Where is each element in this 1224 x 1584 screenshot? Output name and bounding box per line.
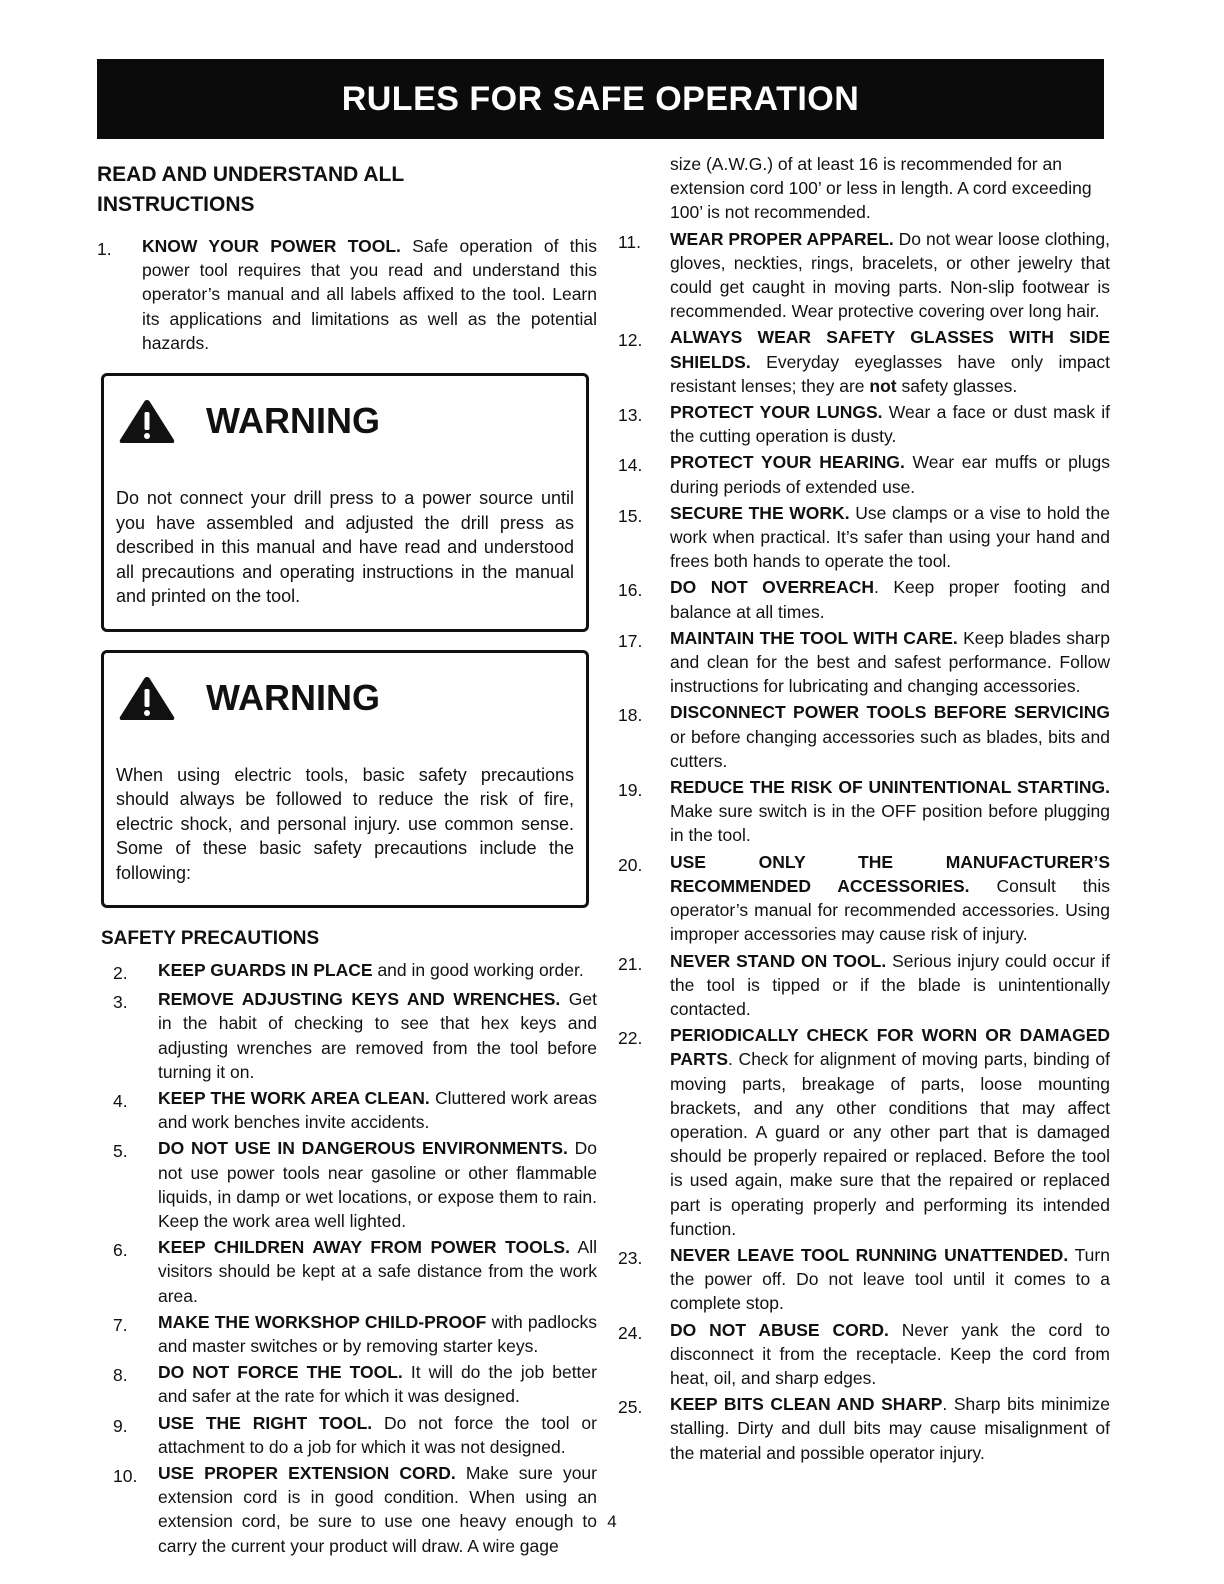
rule-item-20 bbox=[618, 850, 1110, 947]
rule-text bbox=[670, 1318, 1110, 1391]
rule-body: All visitors should be kept at a safe distance from the work area. bbox=[158, 1237, 597, 1306]
rule-number: 12. bbox=[618, 330, 643, 351]
rule-text bbox=[670, 1243, 1110, 1316]
rule-number: 16. bbox=[618, 580, 643, 601]
header-title: RULES FOR SAFE OPERATION bbox=[341, 79, 860, 118]
rule-number: 14. bbox=[618, 455, 643, 476]
rule-item-9 bbox=[97, 1411, 597, 1459]
rule-item-5 bbox=[97, 1136, 597, 1233]
rule-item-21 bbox=[618, 949, 1110, 1022]
rule-body: Cluttered work areas and work benches invite accidents. bbox=[158, 1088, 597, 1133]
rule-item-19 bbox=[618, 775, 1110, 848]
rule-item-24 bbox=[618, 1318, 1110, 1391]
rule-body: . Check for alignment of moving parts, binding of moving parts, breakage of parts, loose mounting brackets, and any other conditions that may affect operation. A guard or any other part that is damaged should be properly repaired or replaced. Before the tool is used again, make sure that the repaired or replaced part is operating properly and performing its intended function. bbox=[670, 1049, 1110, 1239]
rule-body: Turn the power off. Do not leave tool until it comes to a complete stop. bbox=[670, 1244, 1110, 1314]
rule-10-continuation: size (A.W.G.) of at least 16 is recommended for an extension cord 100’ or less in length. A cord exceeding 100’ is not recommended. bbox=[670, 154, 1092, 223]
rule-lead: DO NOT OVERREACH bbox=[670, 577, 874, 598]
rule-number: 11. bbox=[618, 231, 642, 252]
rule-item-23 bbox=[618, 1243, 1110, 1316]
rule-lead: KEEP THE WORK AREA CLEAN. bbox=[158, 1088, 430, 1109]
rule-number: 6. bbox=[113, 1240, 128, 1261]
rule-body: . Sharp bits minimize stalling. Dirty and dull bits may cause misalignment of the material and possible operator injury. bbox=[670, 1394, 1111, 1463]
warning-header bbox=[116, 669, 574, 727]
rule-lead: MAINTAIN THE TOOL WITH CARE. bbox=[670, 627, 958, 648]
warning-triangle-icon bbox=[118, 398, 176, 444]
section-title bbox=[97, 160, 597, 220]
rule-lead: WEAR PROPER APPAREL. bbox=[670, 228, 894, 249]
rule-lead: KEEP GUARDS IN PLACE bbox=[158, 960, 373, 981]
rule-number: 8. bbox=[113, 1365, 128, 1386]
rule-body: Never yank the cord to disconnect it from the receptacle. Keep the cord from heat, oil, and sharp edges. bbox=[670, 1319, 1110, 1388]
rule-number: 22. bbox=[618, 1028, 643, 1049]
rule-text bbox=[158, 1411, 597, 1459]
rule-text bbox=[670, 700, 1110, 773]
rule-text bbox=[158, 1461, 597, 1558]
rule-number: 4. bbox=[113, 1091, 128, 1112]
rule-text bbox=[670, 325, 1110, 398]
rule-number: 21. bbox=[618, 953, 643, 974]
rule-item-6 bbox=[97, 1235, 597, 1308]
rule-lead: ALWAYS WEAR SAFETY GLASSES WITH SIDE SHIELDS. bbox=[670, 327, 1110, 372]
rule-text bbox=[158, 1136, 597, 1233]
rule-body: Keep blades sharp and clean for the best and safest performance. Follow instructions for lubricating and changing accessories. bbox=[670, 627, 1110, 697]
rule-body: Do not force the tool or attachment to do a job for which it was not designed. bbox=[158, 1412, 597, 1457]
warning-box-1 bbox=[101, 373, 589, 632]
rule-text bbox=[158, 1235, 597, 1308]
page-header bbox=[97, 59, 1104, 139]
warning-title: WARNING bbox=[206, 676, 380, 718]
right-column bbox=[618, 152, 1110, 1467]
warning-text: Do not connect your drill press to a power source until you have assembled and adjusted the drill press as described in this manual and have read and understood all precautions and operating instructions in the manual and printed on the tool. bbox=[116, 488, 574, 607]
rule-text bbox=[158, 987, 597, 1084]
rule-item-25 bbox=[618, 1392, 1110, 1465]
rule-lead: NEVER LEAVE TOOL RUNNING UNATTENDED. bbox=[670, 1244, 1069, 1265]
warning-box-2 bbox=[101, 650, 589, 909]
rule-text bbox=[670, 400, 1110, 448]
rule-item-16 bbox=[618, 575, 1110, 623]
rule-text bbox=[158, 1310, 597, 1358]
rule-lead: REMOVE ADJUSTING KEYS AND WRENCHES. bbox=[158, 989, 561, 1010]
rule-number: 9. bbox=[113, 1415, 128, 1436]
rule-text bbox=[670, 227, 1110, 324]
warning-header bbox=[116, 392, 574, 450]
warning-text: When using electric tools, basic safety precautions should always be followed to reduce the risk of fire, electric shock, and personal injury. use common sense. Some of these basic safety precautions include the following: bbox=[116, 764, 574, 883]
rule-body: Make sure your extension cord is in good condition. When using an extension cord, be sure to use one heavy enough to carry the current your product will draw. A wire gage bbox=[158, 1463, 597, 1556]
rule-text bbox=[670, 775, 1110, 848]
page-number: 4 bbox=[607, 1512, 617, 1531]
rule-body: Safe operation of this power tool requires that you read and understand this operator’s manual and all labels affixed to the tool. Learn its applications and limitations as well as the potential hazards. bbox=[142, 236, 597, 353]
rule-body: Use clamps or a vise to hold the work when practical. It’s safer than using your hand and frees both hands to operate the tool. bbox=[670, 502, 1110, 572]
rule-number: 25. bbox=[618, 1397, 643, 1418]
rule-body: Everyday eyeglasses have only impact resistant lenses; they are bbox=[670, 351, 1110, 396]
rule-lead: PROTECT YOUR HEARING. bbox=[670, 452, 905, 473]
rule-text bbox=[158, 958, 597, 985]
rule-number: 1. bbox=[97, 239, 112, 259]
rule-lead: DO NOT FORCE THE TOOL. bbox=[158, 1362, 403, 1383]
rule-emphasis: not bbox=[869, 375, 897, 396]
rule-text bbox=[158, 1360, 597, 1408]
rule-lead: SECURE THE WORK. bbox=[670, 502, 850, 523]
rule-lead: PERIODICALLY CHECK FOR WORN OR DAMAGED PARTS bbox=[670, 1025, 1110, 1070]
rule-lead: REDUCE THE RISK OF UNINTENTIONAL STARTING. bbox=[670, 777, 1110, 798]
rule-body: Serious injury could occur if the tool is tipped or if the blade is unintentionally contacted. bbox=[670, 950, 1110, 1019]
rule-item-15 bbox=[618, 501, 1110, 574]
rule-body: and in good working order. bbox=[372, 960, 584, 981]
rule-text bbox=[670, 1023, 1110, 1241]
rule-body: with padlocks and master switches or by removing starter keys. bbox=[158, 1311, 597, 1357]
warning-title: WARNING bbox=[206, 400, 380, 442]
rule-item-22 bbox=[618, 1023, 1110, 1241]
rule-body: Consult this operator’s manual for recommended accessories. Using improper accessories may cause risk of injury. bbox=[670, 875, 1111, 945]
rule-body: Make sure switch is in the OFF position before plugging in the tool. bbox=[670, 801, 1110, 846]
rule-item-12 bbox=[618, 325, 1110, 398]
rule-item-11 bbox=[618, 227, 1110, 324]
rule-text bbox=[670, 850, 1110, 947]
rule-lead: USE THE RIGHT TOOL. bbox=[158, 1412, 373, 1433]
rule-item-7 bbox=[97, 1310, 597, 1358]
rule-item-8 bbox=[97, 1360, 597, 1408]
safety-list bbox=[97, 958, 597, 1558]
rule-item-18 bbox=[618, 700, 1110, 773]
rule-lead: DO NOT ABUSE CORD. bbox=[670, 1319, 889, 1340]
rule-lead: USE ONLY THE MANUFACTURER’S RECOMMENDED ACCESSORIES. bbox=[670, 851, 1110, 896]
rule-lead: KEEP CHILDREN AWAY FROM POWER TOOLS. bbox=[158, 1237, 570, 1258]
rule-number: 5. bbox=[113, 1141, 128, 1162]
warning-triangle-icon bbox=[118, 675, 176, 721]
rule-number: 3. bbox=[113, 992, 128, 1013]
rule-text bbox=[670, 501, 1110, 574]
rule-item-1 bbox=[97, 234, 597, 355]
rule-text bbox=[142, 234, 597, 355]
rule-body: Wear a face or dust mask if the cutting operation is dusty. bbox=[670, 402, 1110, 447]
rule-number: 23. bbox=[618, 1247, 643, 1268]
rule-item-4 bbox=[97, 1086, 597, 1134]
section-title-line2: INSTRUCTIONS bbox=[97, 193, 255, 216]
rule-lead: KEEP BITS CLEAN AND SHARP bbox=[670, 1394, 943, 1415]
rule-body: Get in the habit of checking to see that hex keys and adjusting wrenches are removed from the tool before turning it on. bbox=[158, 989, 597, 1082]
rule-item-3 bbox=[97, 987, 597, 1084]
rule-number: 17. bbox=[618, 630, 643, 651]
rule-item-14 bbox=[618, 450, 1110, 498]
rule-text bbox=[158, 1086, 597, 1134]
rule-lead: DISCONNECT POWER TOOLS BEFORE SERVICING bbox=[670, 702, 1110, 723]
rule-body: Do not wear loose clothing, gloves, neckties, rings, bracelets, or other jewelry that could get caught in moving parts. Non-slip footwear is recommended. Wear protective covering over long hair. bbox=[670, 228, 1110, 322]
rule-number: 10. bbox=[113, 1466, 138, 1487]
rule-text bbox=[670, 450, 1110, 498]
rule-text bbox=[670, 575, 1110, 623]
rule-lead: USE PROPER EXTENSION CORD. bbox=[158, 1463, 456, 1484]
rule-tail: safety glasses. bbox=[896, 375, 1018, 396]
rule-body: Do not use power tools near gasoline or other flammable liquids, in damp or wet locations, or expose them to rain. Keep the work area well lighted. bbox=[158, 1138, 598, 1232]
rule-text bbox=[670, 626, 1110, 699]
rule-number: 20. bbox=[618, 854, 643, 875]
rule-text bbox=[670, 949, 1110, 1022]
left-column bbox=[97, 160, 597, 1560]
rule-number: 18. bbox=[618, 705, 643, 726]
rule-number: 13. bbox=[618, 405, 643, 426]
rule-lead: PROTECT YOUR LUNGS. bbox=[670, 402, 883, 423]
rule-body: . Keep proper footing and balance at all times. bbox=[670, 577, 1110, 622]
rule-text bbox=[670, 1392, 1110, 1465]
rule-lead: DO NOT USE IN DANGEROUS ENVIRONMENTS. bbox=[158, 1138, 568, 1159]
safety-precautions-title: SAFETY PRECAUTIONS bbox=[101, 928, 320, 950]
rule-item-2 bbox=[97, 958, 597, 985]
rule-lead: KNOW YOUR POWER TOOL. bbox=[142, 236, 401, 256]
rule-lead: NEVER STAND ON TOOL. bbox=[670, 950, 887, 971]
rule-body: Wear ear muffs or plugs during periods of extended use. bbox=[670, 452, 1110, 497]
rule-body: or before changing accessories such as blades, bits and cutters. bbox=[670, 726, 1110, 771]
section-title-line1: READ AND UNDERSTAND ALL bbox=[97, 163, 405, 186]
rule-number: 19. bbox=[618, 780, 643, 801]
rule-item-17 bbox=[618, 626, 1110, 699]
rule-number: 7. bbox=[113, 1314, 128, 1335]
rule-number: 15. bbox=[618, 505, 643, 526]
rule-number: 2. bbox=[113, 963, 128, 984]
rule-number: 24. bbox=[618, 1322, 643, 1343]
rule-lead: MAKE THE WORKSHOP CHILD-PROOF bbox=[158, 1311, 487, 1332]
rule-item-10 bbox=[97, 1461, 597, 1558]
rule-body: It will do the job better and safer at the rate for which it was designed. bbox=[158, 1362, 597, 1407]
rule-item-13 bbox=[618, 400, 1110, 448]
